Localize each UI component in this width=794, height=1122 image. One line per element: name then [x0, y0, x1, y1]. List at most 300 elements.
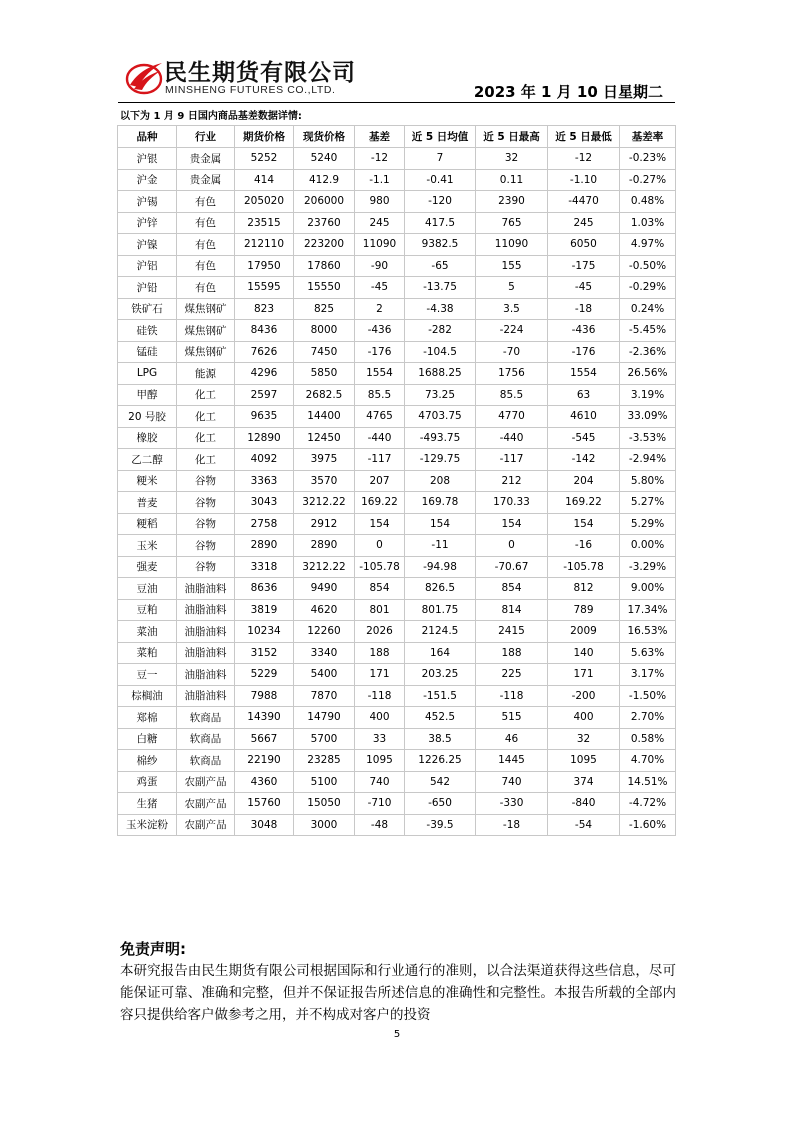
- table-row: [118, 685, 676, 707]
- table-row: [118, 363, 676, 385]
- cell-basis: 801: [355, 599, 405, 621]
- cell-futures-price: 2758: [235, 513, 294, 535]
- cell-5day-high: 46: [476, 728, 548, 750]
- cell-5day-low: 374: [548, 771, 620, 793]
- cell-spot-price: 23285: [294, 750, 355, 772]
- cell-5day-high: -117: [476, 449, 548, 471]
- cell-5day-mean: 38.5: [405, 728, 476, 750]
- cell-5day-low: 245: [548, 212, 620, 234]
- cell-5day-mean: 164: [405, 642, 476, 664]
- table-row: [118, 492, 676, 514]
- minsheng-swoosh-logo-icon: [124, 58, 164, 96]
- header-5day-high: 近 5 日最高: [476, 126, 548, 148]
- cell-industry: 油脂油料: [177, 664, 235, 686]
- cell-basis: 171: [355, 664, 405, 686]
- cell-variety: 沪铅: [118, 277, 177, 299]
- cell-5day-low: 169.22: [548, 492, 620, 514]
- cell-industry: 谷物: [177, 535, 235, 557]
- cell-5day-low: -175: [548, 255, 620, 277]
- cell-5day-high: 765: [476, 212, 548, 234]
- cell-5day-high: 1445: [476, 750, 548, 772]
- cell-5day-low: -54: [548, 814, 620, 836]
- cell-5day-mean: 2124.5: [405, 621, 476, 643]
- cell-5day-mean: 208: [405, 470, 476, 492]
- table-row: [118, 771, 676, 793]
- cell-variety: 橡胶: [118, 427, 177, 449]
- cell-5day-high: 5: [476, 277, 548, 299]
- table-row: [118, 793, 676, 815]
- cell-5day-mean: 542: [405, 771, 476, 793]
- cell-5day-high: 2415: [476, 621, 548, 643]
- cell-5day-low: 4610: [548, 406, 620, 428]
- cell-basis-rate: -2.94%: [620, 449, 676, 471]
- cell-basis: -105.78: [355, 556, 405, 578]
- cell-basis-rate: -5.45%: [620, 320, 676, 342]
- cell-industry: 谷物: [177, 470, 235, 492]
- cell-basis: -436: [355, 320, 405, 342]
- cell-5day-high: -330: [476, 793, 548, 815]
- cell-basis: 1554: [355, 363, 405, 385]
- cell-futures-price: 3152: [235, 642, 294, 664]
- cell-futures-price: 205020: [235, 191, 294, 213]
- cell-5day-mean: 452.5: [405, 707, 476, 729]
- table-intro: 以下为 1 月 9 日国内商品基差数据详情:: [120, 111, 302, 122]
- cell-5day-mean: -282: [405, 320, 476, 342]
- cell-industry: 有色: [177, 255, 235, 277]
- cell-basis: 2: [355, 298, 405, 320]
- cell-futures-price: 23515: [235, 212, 294, 234]
- header-industry: 行业: [177, 126, 235, 148]
- cell-basis-rate: -2.36%: [620, 341, 676, 363]
- cell-variety: 沪铝: [118, 255, 177, 277]
- cell-variety: 菜粕: [118, 642, 177, 664]
- cell-basis: 33: [355, 728, 405, 750]
- cell-spot-price: 12260: [294, 621, 355, 643]
- cell-basis-rate: 33.09%: [620, 406, 676, 428]
- cell-industry: 农副产品: [177, 793, 235, 815]
- cell-basis-rate: 14.51%: [620, 771, 676, 793]
- cell-5day-mean: -4.38: [405, 298, 476, 320]
- cell-spot-price: 17860: [294, 255, 355, 277]
- cell-variety: 棉纱: [118, 750, 177, 772]
- cell-industry: 油脂油料: [177, 621, 235, 643]
- cell-spot-price: 223200: [294, 234, 355, 256]
- cell-variety: 玉米淀粉: [118, 814, 177, 836]
- cell-futures-price: 3048: [235, 814, 294, 836]
- cell-basis: -176: [355, 341, 405, 363]
- cell-variety: 沪锡: [118, 191, 177, 213]
- cell-5day-mean: -39.5: [405, 814, 476, 836]
- cell-5day-high: 85.5: [476, 384, 548, 406]
- header-basis: 基差: [355, 126, 405, 148]
- cell-5day-high: 154: [476, 513, 548, 535]
- cell-futures-price: 5229: [235, 664, 294, 686]
- cell-5day-low: 171: [548, 664, 620, 686]
- table-row: [118, 470, 676, 492]
- cell-basis-rate: -0.23%: [620, 148, 676, 170]
- cell-futures-price: 414: [235, 169, 294, 191]
- cell-futures-price: 17950: [235, 255, 294, 277]
- cell-industry: 贵金属: [177, 169, 235, 191]
- cell-spot-price: 14400: [294, 406, 355, 428]
- header-5day-low: 近 5 日最低: [548, 126, 620, 148]
- cell-industry: 能源: [177, 363, 235, 385]
- cell-basis: 207: [355, 470, 405, 492]
- cell-spot-price: 412.9: [294, 169, 355, 191]
- cell-industry: 化工: [177, 427, 235, 449]
- cell-5day-mean: -13.75: [405, 277, 476, 299]
- cell-5day-low: -18: [548, 298, 620, 320]
- cell-variety: 甲醇: [118, 384, 177, 406]
- table-row: [118, 449, 676, 471]
- cell-futures-price: 8436: [235, 320, 294, 342]
- disclaimer-title: 免责声明:: [120, 940, 186, 958]
- cell-futures-price: 212110: [235, 234, 294, 256]
- cell-basis: 188: [355, 642, 405, 664]
- cell-spot-price: 3212.22: [294, 492, 355, 514]
- cell-spot-price: 8000: [294, 320, 355, 342]
- cell-futures-price: 2597: [235, 384, 294, 406]
- cell-basis-rate: 5.27%: [620, 492, 676, 514]
- cell-futures-price: 22190: [235, 750, 294, 772]
- basis-data-table: [117, 125, 676, 836]
- cell-variety: 沪锌: [118, 212, 177, 234]
- cell-futures-price: 7988: [235, 685, 294, 707]
- company-name-en: MINSHENG FUTURES CO.,LTD.: [165, 84, 336, 96]
- cell-5day-mean: 9382.5: [405, 234, 476, 256]
- cell-5day-mean: -493.75: [405, 427, 476, 449]
- cell-variety: 沪银: [118, 148, 177, 170]
- cell-5day-mean: 826.5: [405, 578, 476, 600]
- cell-industry: 有色: [177, 234, 235, 256]
- cell-industry: 农副产品: [177, 771, 235, 793]
- cell-industry: 煤焦钢矿: [177, 320, 235, 342]
- cell-spot-price: 3975: [294, 449, 355, 471]
- cell-basis: 740: [355, 771, 405, 793]
- cell-industry: 农副产品: [177, 814, 235, 836]
- cell-spot-price: 7450: [294, 341, 355, 363]
- table-row: [118, 191, 676, 213]
- cell-5day-low: 140: [548, 642, 620, 664]
- cell-futures-price: 10234: [235, 621, 294, 643]
- table-row: [118, 728, 676, 750]
- cell-industry: 油脂油料: [177, 642, 235, 664]
- cell-spot-price: 2682.5: [294, 384, 355, 406]
- cell-basis: -117: [355, 449, 405, 471]
- cell-5day-high: -224: [476, 320, 548, 342]
- cell-industry: 有色: [177, 277, 235, 299]
- company-logo: [124, 54, 364, 100]
- table-row: [118, 212, 676, 234]
- cell-industry: 谷物: [177, 513, 235, 535]
- header-variety: 品种: [118, 126, 177, 148]
- table-row: [118, 513, 676, 535]
- header-divider: [118, 102, 675, 103]
- report-date: 2023 年 1 月 10 日星期二: [473, 83, 663, 101]
- cell-basis: -45: [355, 277, 405, 299]
- cell-5day-mean: 154: [405, 513, 476, 535]
- header-basis-rate: 基差率: [620, 126, 676, 148]
- cell-basis-rate: 5.29%: [620, 513, 676, 535]
- cell-basis: -440: [355, 427, 405, 449]
- table-row: [118, 642, 676, 664]
- cell-5day-high: -70.67: [476, 556, 548, 578]
- table-body: [118, 148, 676, 836]
- cell-industry: 油脂油料: [177, 578, 235, 600]
- cell-5day-low: 812: [548, 578, 620, 600]
- cell-industry: 软商品: [177, 728, 235, 750]
- header-spot-price: 现货价格: [294, 126, 355, 148]
- cell-5day-high: 2390: [476, 191, 548, 213]
- cell-spot-price: 3000: [294, 814, 355, 836]
- cell-basis: 854: [355, 578, 405, 600]
- cell-5day-mean: -104.5: [405, 341, 476, 363]
- cell-5day-high: -440: [476, 427, 548, 449]
- cell-basis-rate: 0.48%: [620, 191, 676, 213]
- cell-5day-low: 32: [548, 728, 620, 750]
- cell-5day-mean: -11: [405, 535, 476, 557]
- table-row: [118, 277, 676, 299]
- cell-5day-low: -176: [548, 341, 620, 363]
- table-header-row: [118, 126, 676, 148]
- company-name-cn: 民生期货有限公司: [164, 60, 356, 86]
- cell-spot-price: 23760: [294, 212, 355, 234]
- cell-variety: 豆一: [118, 664, 177, 686]
- table-row: [118, 169, 676, 191]
- cell-futures-price: 4296: [235, 363, 294, 385]
- cell-spot-price: 15550: [294, 277, 355, 299]
- table-row: [118, 384, 676, 406]
- table-row: [118, 320, 676, 342]
- cell-5day-mean: -151.5: [405, 685, 476, 707]
- cell-basis-rate: 4.70%: [620, 750, 676, 772]
- cell-futures-price: 3819: [235, 599, 294, 621]
- cell-5day-high: 11090: [476, 234, 548, 256]
- cell-futures-price: 14390: [235, 707, 294, 729]
- cell-5day-low: 1554: [548, 363, 620, 385]
- cell-basis: 85.5: [355, 384, 405, 406]
- cell-variety: LPG: [118, 363, 177, 385]
- cell-spot-price: 5400: [294, 664, 355, 686]
- cell-variety: 粳米: [118, 470, 177, 492]
- cell-spot-price: 5700: [294, 728, 355, 750]
- cell-industry: 软商品: [177, 707, 235, 729]
- cell-variety: 硅铁: [118, 320, 177, 342]
- cell-spot-price: 3212.22: [294, 556, 355, 578]
- cell-basis-rate: 4.97%: [620, 234, 676, 256]
- cell-spot-price: 4620: [294, 599, 355, 621]
- cell-variety: 普麦: [118, 492, 177, 514]
- cell-5day-high: 0.11: [476, 169, 548, 191]
- cell-industry: 有色: [177, 191, 235, 213]
- cell-5day-high: -118: [476, 685, 548, 707]
- cell-5day-low: -545: [548, 427, 620, 449]
- cell-futures-price: 9635: [235, 406, 294, 428]
- cell-futures-price: 3043: [235, 492, 294, 514]
- cell-spot-price: 14790: [294, 707, 355, 729]
- cell-basis: 154: [355, 513, 405, 535]
- cell-variety: 20 号胶: [118, 406, 177, 428]
- cell-basis: 245: [355, 212, 405, 234]
- cell-basis-rate: 1.03%: [620, 212, 676, 234]
- table-row: [118, 814, 676, 836]
- cell-5day-mean: -65: [405, 255, 476, 277]
- cell-basis-rate: 0.00%: [620, 535, 676, 557]
- cell-variety: 锰硅: [118, 341, 177, 363]
- cell-variety: 豆油: [118, 578, 177, 600]
- table-row: [118, 578, 676, 600]
- cell-basis-rate: 9.00%: [620, 578, 676, 600]
- cell-5day-mean: -120: [405, 191, 476, 213]
- cell-spot-price: 2912: [294, 513, 355, 535]
- cell-5day-mean: -94.98: [405, 556, 476, 578]
- cell-industry: 煤焦钢矿: [177, 298, 235, 320]
- cell-5day-low: -4470: [548, 191, 620, 213]
- table-row: [118, 406, 676, 428]
- cell-5day-high: 32: [476, 148, 548, 170]
- cell-variety: 菜油: [118, 621, 177, 643]
- cell-futures-price: 7626: [235, 341, 294, 363]
- cell-spot-price: 3570: [294, 470, 355, 492]
- cell-5day-low: -840: [548, 793, 620, 815]
- cell-variety: 强麦: [118, 556, 177, 578]
- cell-5day-low: 63: [548, 384, 620, 406]
- cell-basis-rate: 26.56%: [620, 363, 676, 385]
- cell-5day-mean: 7: [405, 148, 476, 170]
- cell-5day-high: 225: [476, 664, 548, 686]
- cell-industry: 谷物: [177, 556, 235, 578]
- table-row: [118, 664, 676, 686]
- cell-futures-price: 3363: [235, 470, 294, 492]
- cell-basis-rate: 5.63%: [620, 642, 676, 664]
- cell-variety: 鸡蛋: [118, 771, 177, 793]
- cell-basis-rate: 16.53%: [620, 621, 676, 643]
- cell-spot-price: 3340: [294, 642, 355, 664]
- cell-basis-rate: 5.80%: [620, 470, 676, 492]
- cell-basis: 0: [355, 535, 405, 557]
- cell-basis-rate: 3.19%: [620, 384, 676, 406]
- cell-industry: 谷物: [177, 492, 235, 514]
- table-row: [118, 427, 676, 449]
- cell-variety: 乙二醇: [118, 449, 177, 471]
- cell-5day-mean: 1226.25: [405, 750, 476, 772]
- table-row: [118, 750, 676, 772]
- cell-basis-rate: 3.17%: [620, 664, 676, 686]
- cell-5day-low: 1095: [548, 750, 620, 772]
- cell-basis: 1095: [355, 750, 405, 772]
- cell-basis: 4765: [355, 406, 405, 428]
- cell-variety: 沪镍: [118, 234, 177, 256]
- cell-basis: 169.22: [355, 492, 405, 514]
- disclaimer-text: 本研究报告由民生期货有限公司根据国际和行业通行的准则，以合法渠道获得这些信息，尽可能保证可靠、准确和完整，但并不保证报告所述信息的准确性和完整性。本报告所载的全部内容只提供给客户做参考之用，并不构成对客户的投资: [120, 963, 676, 1023]
- cell-spot-price: 9490: [294, 578, 355, 600]
- cell-5day-high: 854: [476, 578, 548, 600]
- cell-industry: 化工: [177, 449, 235, 471]
- cell-basis-rate: 0.58%: [620, 728, 676, 750]
- cell-5day-low: -16: [548, 535, 620, 557]
- table-row: [118, 535, 676, 557]
- cell-basis-rate: -0.50%: [620, 255, 676, 277]
- cell-basis-rate: -1.60%: [620, 814, 676, 836]
- cell-spot-price: 206000: [294, 191, 355, 213]
- cell-variety: 沪金: [118, 169, 177, 191]
- cell-variety: 玉米: [118, 535, 177, 557]
- cell-5day-low: 204: [548, 470, 620, 492]
- table-row: [118, 234, 676, 256]
- table-row: [118, 621, 676, 643]
- cell-5day-low: 400: [548, 707, 620, 729]
- cell-industry: 油脂油料: [177, 685, 235, 707]
- cell-basis: 980: [355, 191, 405, 213]
- table-row: [118, 255, 676, 277]
- cell-basis: -710: [355, 793, 405, 815]
- cell-futures-price: 4092: [235, 449, 294, 471]
- cell-5day-low: -436: [548, 320, 620, 342]
- cell-variety: 生猪: [118, 793, 177, 815]
- cell-5day-high: 188: [476, 642, 548, 664]
- cell-variety: 铁矿石: [118, 298, 177, 320]
- cell-futures-price: 15760: [235, 793, 294, 815]
- cell-futures-price: 5667: [235, 728, 294, 750]
- cell-futures-price: 8636: [235, 578, 294, 600]
- cell-5day-high: 1756: [476, 363, 548, 385]
- cell-futures-price: 12890: [235, 427, 294, 449]
- cell-basis: -48: [355, 814, 405, 836]
- cell-5day-low: 2009: [548, 621, 620, 643]
- cell-5day-high: 814: [476, 599, 548, 621]
- cell-variety: 粳稻: [118, 513, 177, 535]
- cell-spot-price: 5850: [294, 363, 355, 385]
- cell-5day-low: -105.78: [548, 556, 620, 578]
- table-row: [118, 556, 676, 578]
- cell-5day-high: 212: [476, 470, 548, 492]
- cell-basis-rate: 2.70%: [620, 707, 676, 729]
- cell-basis-rate: 17.34%: [620, 599, 676, 621]
- cell-5day-low: -12: [548, 148, 620, 170]
- cell-variety: 郑棉: [118, 707, 177, 729]
- cell-basis-rate: -1.50%: [620, 685, 676, 707]
- cell-5day-low: -45: [548, 277, 620, 299]
- cell-variety: 棕榈油: [118, 685, 177, 707]
- cell-5day-mean: 169.78: [405, 492, 476, 514]
- cell-5day-high: -18: [476, 814, 548, 836]
- cell-futures-price: 3318: [235, 556, 294, 578]
- header-futures-price: 期货价格: [235, 126, 294, 148]
- cell-futures-price: 4360: [235, 771, 294, 793]
- cell-basis-rate: -3.29%: [620, 556, 676, 578]
- table-row: [118, 707, 676, 729]
- cell-spot-price: 7870: [294, 685, 355, 707]
- cell-5day-high: 170.33: [476, 492, 548, 514]
- cell-spot-price: 5240: [294, 148, 355, 170]
- cell-5day-high: -70: [476, 341, 548, 363]
- header-5day-mean: 近 5 日均值: [405, 126, 476, 148]
- table-row: [118, 298, 676, 320]
- cell-5day-high: 0: [476, 535, 548, 557]
- cell-basis-rate: -4.72%: [620, 793, 676, 815]
- cell-5day-mean: 203.25: [405, 664, 476, 686]
- cell-futures-price: 823: [235, 298, 294, 320]
- cell-basis-rate: -3.53%: [620, 427, 676, 449]
- cell-5day-high: 155: [476, 255, 548, 277]
- cell-industry: 煤焦钢矿: [177, 341, 235, 363]
- cell-basis: -118: [355, 685, 405, 707]
- cell-5day-low: 154: [548, 513, 620, 535]
- cell-5day-high: 515: [476, 707, 548, 729]
- cell-spot-price: 825: [294, 298, 355, 320]
- cell-5day-mean: 4703.75: [405, 406, 476, 428]
- cell-futures-price: 2890: [235, 535, 294, 557]
